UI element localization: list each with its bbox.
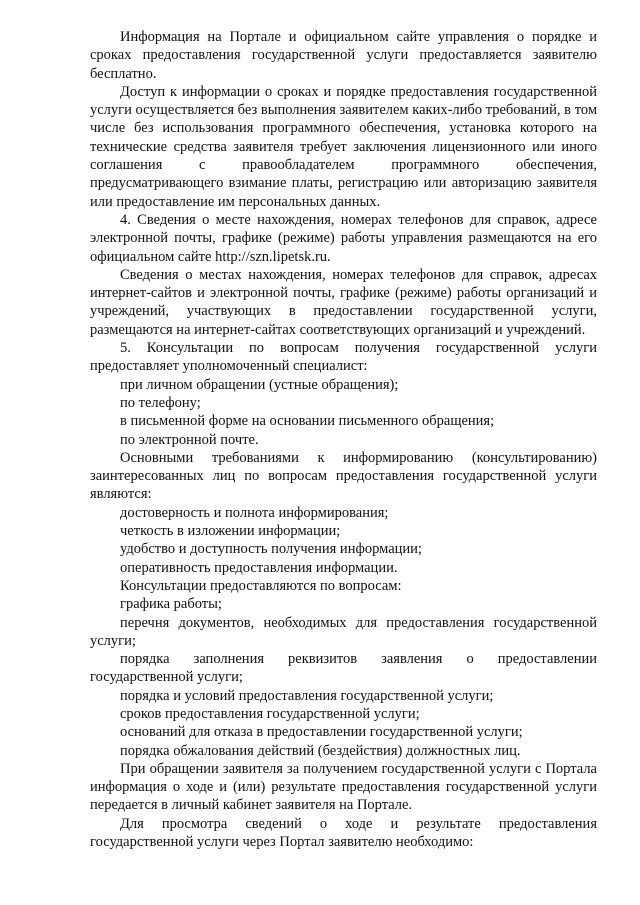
list-item: оперативность предоставления информации. bbox=[120, 559, 398, 576]
paragraph: Информация на Портале и официальном сайте управления о порядке и сроках предоставления государственной услуги предоставляется заявителю бесплатно. bbox=[90, 29, 597, 82]
list-item: при личном обращении (устные обращения); bbox=[120, 376, 399, 393]
paragraph: При обращении заявителя за получением государственной услуги с Портала информация о ходе и (или) результате предоставления государственной услуги передается в личный кабинет заявителя на Портале. bbox=[90, 760, 597, 814]
document-page bbox=[90, 28, 597, 851]
list-item: Консультации предоставляются по вопросам: bbox=[120, 577, 402, 594]
list-item: порядка обжалования действий (бездействия) должностных лиц. bbox=[120, 742, 521, 759]
list-item: достоверность и полнота информирования; bbox=[120, 504, 389, 521]
paragraph: 4. Сведения о месте нахождения, номерах телефонов для справок, адресе электронной почты, графике (режиме) работы управления размещаются на его официальном сайте http://szn.lipetsk.ru. bbox=[90, 211, 597, 265]
paragraph: Основными требованиями к информированию (консультированию) заинтересованных лиц по вопросам предоставления государственной услуги являются: bbox=[90, 449, 597, 503]
paragraph: 5. Консультации по вопросам получения государственной услуги предоставляет уполномоченный специалист: bbox=[90, 340, 597, 375]
paragraph: Сведения о местах нахождения, номерах телефонов для справок, адресах интернет-сайтов и электронной почты, графике (режиме) работы организаций и учреждений, участвующих в предоставлении государственной услуги, размещаются на интернет-сайтах соответствующих организаций и учреждений. bbox=[90, 266, 597, 338]
list-item: оснований для отказа в предоставлении государственной услуги; bbox=[120, 724, 523, 741]
list-item: в письменной форме на основании письменного обращения; bbox=[120, 413, 495, 430]
paragraph: Доступ к информации о сроках и порядке предоставления государственной услуги осуществляется без выполнения заявителем каких-либо требований, в том числе без использования программного обеспечения, установка которого на технические средства заявителя требует заключения лицензионного или иного соглашения с правообладателем программного обеспечения, предусматривающего взимание платы, регистрацию или авторизацию заявителя или предоставление им персональных данных. bbox=[90, 83, 597, 210]
paragraph: порядка заполнения реквизитов заявления о предоставлении государственной услуги; bbox=[90, 651, 597, 686]
list-item: графика работы; bbox=[120, 596, 222, 613]
paragraph: Для просмотра сведений о ходе и результате предоставления государственной услуги через Портал заявителю необходимо: bbox=[90, 815, 597, 851]
list-item: удобство и доступность получения информации; bbox=[120, 541, 422, 558]
paragraph: перечня документов, необходимых для предоставления государственной услуги; bbox=[90, 614, 597, 649]
list-item: сроков предоставления государственной услуги; bbox=[120, 705, 420, 722]
list-item: по электронной почте. bbox=[120, 431, 259, 448]
list-item: четкость в изложении информации; bbox=[120, 523, 341, 540]
list-item: порядка и условий предоставления государственной услуги; bbox=[120, 687, 494, 704]
list-item: по телефону; bbox=[120, 394, 201, 411]
